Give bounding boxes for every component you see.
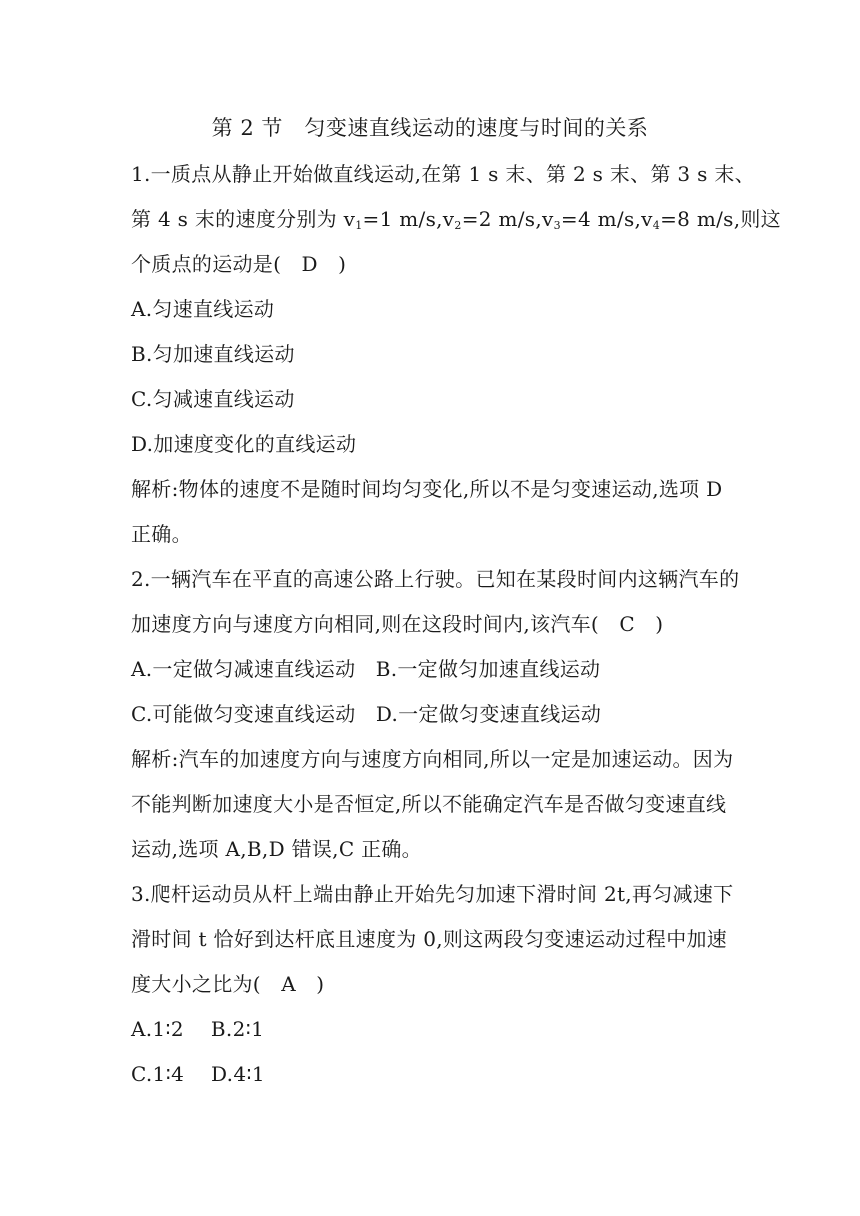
section-title: 第 2 节 匀变速直线运动的速度与时间的关系 — [211, 116, 649, 140]
subscript: 3 — [553, 219, 561, 232]
q1-stem-line-3: 个质点的运动是( D ) — [131, 252, 347, 276]
q1-stem-text: =8 m/s,则这 — [660, 207, 781, 231]
q3-options-line-1: A.1∶2 B.2∶1 — [131, 1017, 265, 1041]
q1-stem-text: =4 m/s,v — [560, 207, 653, 231]
q1-analysis-line-2: 正确。 — [131, 522, 192, 546]
q1-option-c: C.匀减速直线运动 — [131, 387, 295, 411]
q2-stem-line-1: 2.一辆汽车在平直的高速公路上行驶。已知在某段时间内这辆汽车的 — [131, 567, 740, 591]
q2-analysis-line-3: 运动,选项 A,B,D 错误,C 正确。 — [131, 837, 422, 861]
q3-stem-line-3: 度大小之比为( A ) — [131, 972, 325, 996]
q1-analysis-line-1: 解析:物体的速度不是随时间均匀变化,所以不是匀变速运动,选项 D — [131, 477, 723, 501]
q1-stem-text: 第 4 s 末的速度分别为 v — [131, 207, 356, 231]
q2-analysis-line-2: 不能判断加速度大小是否恒定,所以不能确定汽车是否做匀变速直线 — [131, 792, 727, 816]
subscript: 1 — [355, 219, 363, 232]
q1-stem-text: =1 m/s,v — [362, 207, 455, 231]
q1-option-d: D.加速度变化的直线运动 — [131, 432, 357, 456]
q1-stem-line-1: 1.一质点从静止开始做直线运动,在第 1 s 末、第 2 s 末、第 3 s 末、 — [131, 162, 755, 186]
q1-option-a: A.匀速直线运动 — [131, 297, 275, 321]
q3-stem-line-2: 滑时间 t 恰好到达杆底且速度为 0,则这两段匀变速运动过程中加速 — [131, 927, 728, 951]
q3-options-line-2: C.1∶4 D.4∶1 — [131, 1062, 265, 1086]
subscript: 2 — [454, 219, 462, 232]
q1-stem-text: =2 m/s,v — [461, 207, 554, 231]
q3-stem-line-1: 3.爬杆运动员从杆上端由静止开始先匀加速下滑时间 2t,再匀减速下 — [131, 882, 734, 906]
q1-stem-line-2 — [131, 205, 781, 233]
q1-option-b: B.匀加速直线运动 — [131, 342, 295, 366]
q2-options-line-2: C.可能做匀变速直线运动 D.一定做匀变速直线运动 — [131, 702, 602, 726]
subscript: 4 — [652, 219, 661, 232]
q2-options-line-1: A.一定做匀减速直线运动 B.一定做匀加速直线运动 — [131, 657, 601, 681]
q2-analysis-line-1: 解析:汽车的加速度方向与速度方向相同,所以一定是加速运动。因为 — [131, 747, 734, 771]
q2-stem-line-2: 加速度方向与速度方向相同,则在这段时间内,该汽车( C ) — [131, 612, 664, 636]
